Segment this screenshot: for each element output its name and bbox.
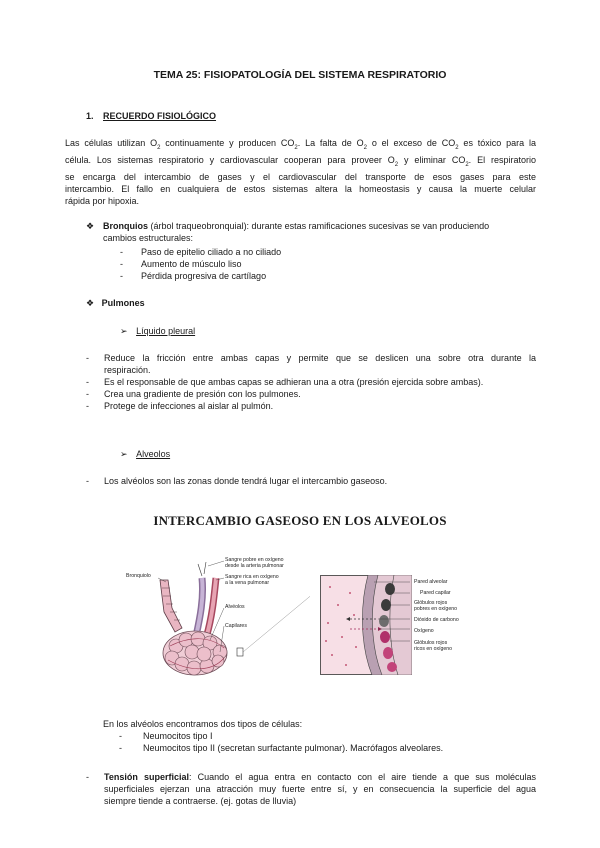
pulmones-label: Pulmones [101, 298, 145, 308]
figure-title: INTERCAMBIO GASEOSO EN LOS ALVEOLOS [153, 513, 447, 528]
list-item: - Aumento de músculo liso [120, 259, 242, 269]
artery-drawing [196, 578, 203, 636]
tension-label: Tensión superficial [104, 772, 189, 782]
gas-exchange-illustration [320, 575, 412, 675]
bronquios-label: Bronquios [103, 221, 148, 231]
liquido-heading [120, 325, 195, 337]
intro-line-5: rápida por hipoxia. [65, 195, 140, 206]
label-globulos-pobres: Glóbulos rojos pobres en oxígeno [414, 600, 457, 612]
intro-paragraph [65, 137, 536, 207]
list-item: - Protege de infecciones al aislar al pulmón. [86, 401, 274, 411]
label-pared-capilar: Pared capilar [420, 590, 451, 596]
list-item: - Es el responsable de que ambas capas se adhieran una a otra (presión ejercida sobre ambas). [86, 377, 484, 387]
label-globulos-ricos: Glóbulos rojos ricos en oxígeno [414, 640, 453, 652]
bronchiole-drawing [160, 580, 182, 632]
tension-block [86, 771, 536, 807]
label-capilares: Capilares [225, 623, 247, 629]
celulas-block [103, 718, 523, 754]
page-title: TEMA 25: FISIOPATOLOGÍA DEL SISTEMA RESPIRATORIO [153, 69, 447, 81]
alveolos-list [86, 475, 536, 487]
bronquios-text-2: cambios estructurales: [103, 233, 194, 243]
list-item: - Los alvéolos son las zonas donde tendrá lugar el intercambio gaseoso. [86, 476, 388, 486]
list-item-continuation: respiración. [104, 365, 151, 375]
list-item: - Pérdida progresiva de cartílago [120, 271, 267, 281]
diamond-bullet-icon: ❖ [86, 221, 95, 231]
label-dioxido: Dióxido de carbono [414, 617, 459, 623]
liquido-heading-text: Líquido pleural [136, 326, 196, 336]
label-oxigeno: Oxígeno [414, 628, 434, 634]
arrow-bullet-icon: ➢ [120, 449, 128, 459]
alveoli-illustration [120, 548, 310, 688]
tension-line-3: siempre tiende a contraerse. (ej. gotas de lluvia) [104, 796, 297, 806]
label-bronquiolo: Bronquiolo [126, 573, 151, 579]
alveolos-heading-text: Alveolos [136, 449, 171, 459]
list-item: - Reduce la fricción entre ambas capas y permite que se deslicen una sobre otra durante la [86, 353, 536, 363]
bronquios-text: (árbol traqueobronquial): durante estas ramificaciones sucesivas se van produciendo [148, 221, 490, 231]
list-item: - Paso de epitelio ciliado a no ciliado [120, 247, 282, 257]
intro-line-4: intercambio. El fallo en cualquiera de estos sistemas altera la homeostasis y causa la muerte celular [65, 183, 536, 194]
list-item: - Crea una gradiente de presión con los pulmones. [86, 389, 301, 399]
diamond-bullet-icon: ❖ [86, 298, 95, 308]
list-item: - Neumocitos tipo I [119, 731, 213, 741]
section-heading [86, 111, 216, 121]
bronquios-item [86, 220, 536, 232]
label-alveolos: Alvéolos [225, 604, 245, 610]
list-item: - Neumocitos tipo II (secretan surfactante pulmonar). Macrófagos alveolares. [119, 743, 444, 753]
arrow-bullet-icon: ➢ [120, 326, 128, 336]
alveoli-cluster [163, 631, 227, 675]
label-sangre-pobre: Sangre pobre en oxígeno desde la arteria pulmonar [225, 557, 284, 569]
label-pared-alveolar: Pared alveolar [414, 579, 448, 585]
intro-line-1: Las células utilizan $O_2$ continuamente y producen $CO_2$. La falta de $O_2$ o el exceso de $CO_2$ es tóxico para la [65, 138, 537, 151]
intro-line-2: célula. Los sistemas respiratorio y cardiovascular cooperan para proveer $O_2$ y eliminar $CO_2$. El respiratorio [65, 154, 536, 168]
section-title: RECUERDO FISIOLÓGICO [103, 111, 217, 121]
liquido-list [86, 352, 536, 412]
pulmones-item [86, 297, 145, 309]
tension-line-1: - Tensión superficial: Cuando el agua entra en contacto con el aire tiende a que sus moléculas [86, 772, 536, 782]
celulas-intro: En los alvéolos encontramos dos tipos de células: [103, 719, 303, 729]
section-number: 1. [86, 111, 94, 121]
label-sangre-rica: Sangre rica en oxígeno a la vena pulmonar [225, 574, 279, 586]
alveolos-heading [120, 448, 170, 460]
intro-line-3: se encarga del intercambio de gases y el cardiovascular del transporte de esos gases para este [65, 171, 536, 182]
tension-line-2: superficiales ejerzan una atracción muy fuerte entre sí, y en consecuencia la superficie del agua [104, 784, 536, 794]
bronquios-list [120, 246, 520, 282]
bronquios-block [86, 220, 536, 244]
